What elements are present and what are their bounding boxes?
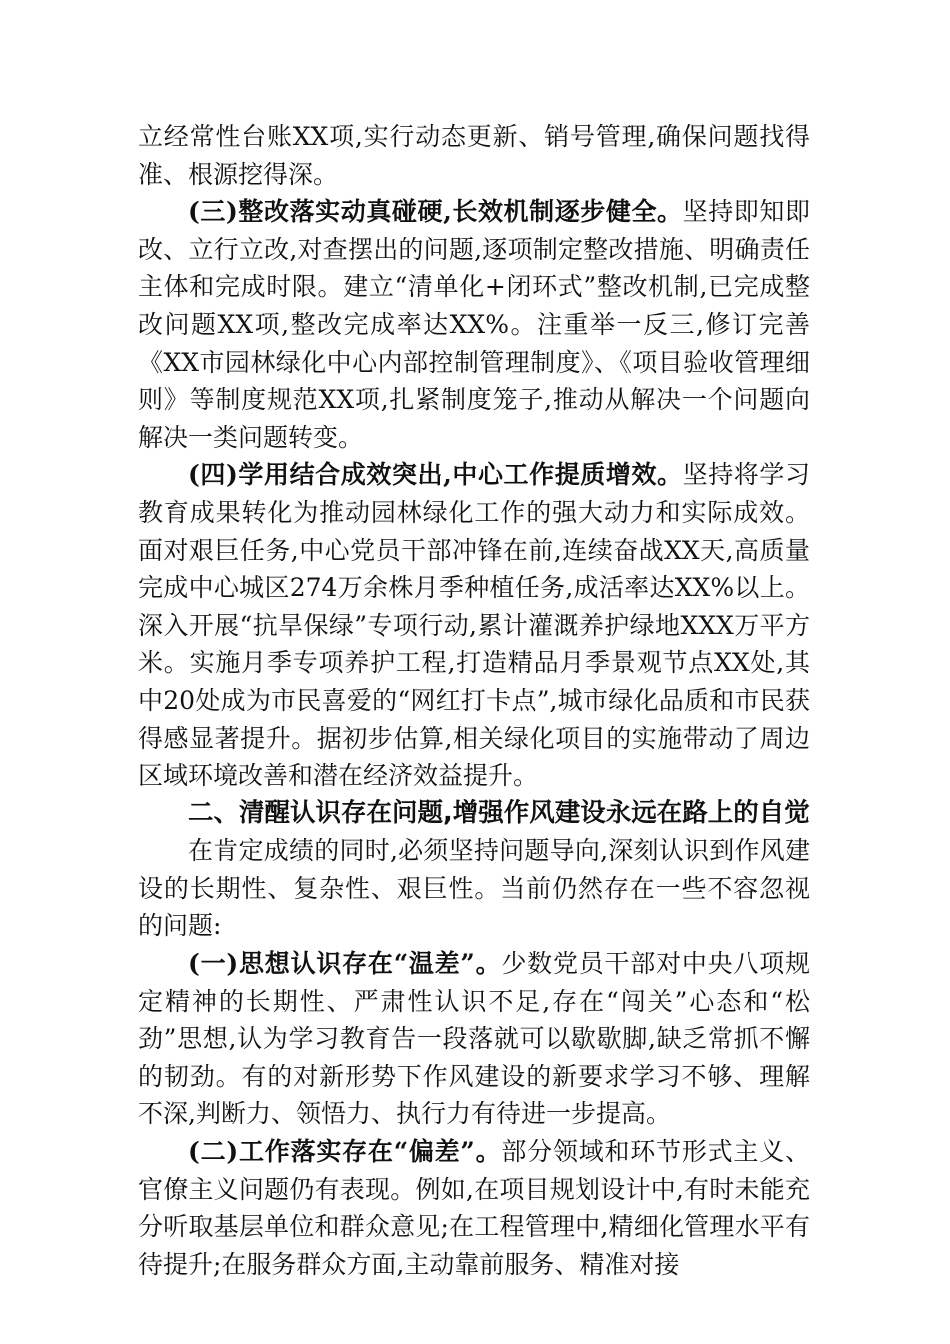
paragraph-section-3 <box>138 193 810 456</box>
paragraph-text: 少数党员干部对中央八项规定精神的长期性、严肃性认识不足,存在“闯关”心态和“松劲”思想,认为学习教育告一段落就可以歇歇脚,缺乏常抓不懈的韧劲。有的对新形势下作风建设的新要求学习不够、理解不深,判断力、领悟力、执行力有待进一步提高。 <box>138 949 810 1129</box>
subheading-problem-2: (二)工作落实存在“偏差”。 <box>188 1137 502 1167</box>
subheading-4: (四)学用结合成效突出,中心工作提质增效。 <box>188 460 683 490</box>
paragraph-text: 坚持将学习教育成果转化为推动园林绿化工作的强大动力和实际成效。面对艰巨任务,中心党员干部冲锋在前,连续奋战XX天,高质量完成中心城区274万余株月季种植任务,成活率达XX%以上。深入开展“抗旱保绿”专项行动,累计灌溉养护绿地XXX万平方米。实施月季专项养护工程,打造精品月季景观节点XX处,其中20处成为市民喜爱的“网红打卡点”,城市绿化品质和市民获得感显著提升。据初步估算,相关绿化项目的实施带动了周边区域环境改善和潜在经济效益提升。 <box>138 460 810 791</box>
subheading-problem-1: (一)思想认识存在“温差”。 <box>188 949 502 979</box>
document-body <box>138 118 810 1283</box>
paragraph-problem-1 <box>138 945 810 1133</box>
paragraph-continuation <box>138 118 810 193</box>
paragraph-text: 在肯定成绩的同时,必须坚持问题导向,深刻认识到作风建设的长期性、复杂性、艰巨性。当前仍然存在一些不容忽视的问题: <box>138 836 810 941</box>
paragraph-section-4 <box>138 456 810 794</box>
section-heading-2: 二、清醒认识存在问题,增强作风建设永远在路上的自觉 <box>188 797 810 828</box>
paragraph-intro <box>138 832 810 945</box>
paragraph-problem-2 <box>138 1133 810 1283</box>
paragraph-text: 部分领域和环节形式主义、官僚主义问题仍有表现。例如,在项目规划设计中,有时未能充分听取基层单位和群众意见;在工程管理中,精细化管理水平有待提升;在服务群众方面,主动靠前服务、精准对接 <box>138 1137 810 1279</box>
paragraph-text: 立经常性台账XX项,实行动态更新、销号管理,确保问题找得准、根源挖得深。 <box>138 122 810 189</box>
subheading-3: (三)整改落实动真碰硬,长效机制逐步健全。 <box>188 197 683 227</box>
paragraph-text: 坚持即知即改、立行立改,对查摆出的问题,逐项制定整改措施、明确责任主体和完成时限。建立“清单化+闭环式”整改机制,已完成整改问题XX项,整改完成率达XX%。注重举一反三,修订完善《XX市园林绿化中心内部控制管理制度》、《项目验收管理细则》等制度规范XX项,扎紧制度笼子,推动从解决一个问题向解决一类问题转变。 <box>138 197 810 452</box>
